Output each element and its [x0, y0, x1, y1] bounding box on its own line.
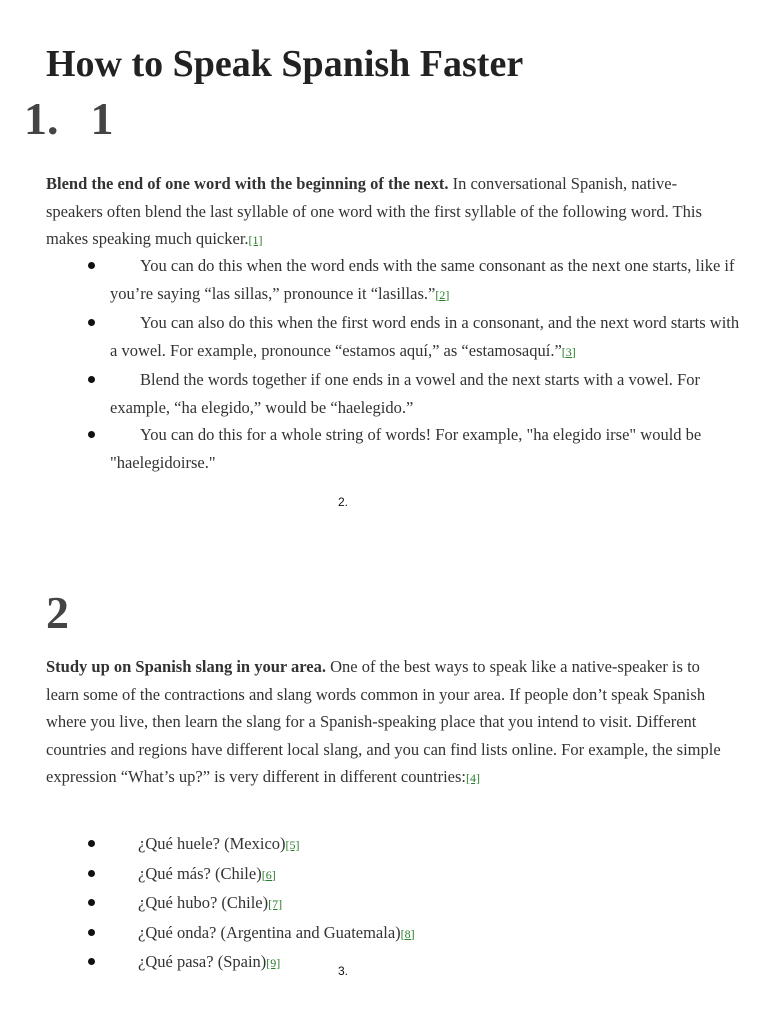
bullet-text: You can do this when the word ends with the same consonant as the next one starts, like if you’re saying “las sillas,” pronounce it “lasillas.”	[110, 256, 735, 303]
list-item	[0, 830, 740, 860]
reference-link[interactable]: [7]	[268, 897, 283, 911]
page-number: 3.	[338, 964, 349, 978]
reference-link[interactable]: [8]	[400, 926, 415, 941]
step-1-body: In conversational Spanish, native-speakers often blend the last syllable of one word with the first syllable of the following word. This makes speaking much quicker.	[46, 174, 702, 248]
bullet-text: ¿Qué más? (Chile)	[138, 863, 262, 883]
list-item	[0, 889, 740, 919]
step-2-body: One of the best ways to speak like a native-speaker is to learn some of the contractions and slang words common in your area. If people don’t speak Spanish where you live, then learn the slang for a Spanish-speaking place that you intend to visit. Different countries and regions have different local slang, and you can find lists online. For example, the simple expression “What’s up?” is very different in different countries:	[46, 657, 721, 786]
bullet-text: ¿Qué hubo? (Chile)	[138, 893, 269, 912]
reference-link[interactable]: [2]	[435, 287, 450, 302]
bullet-text: You can also do this when the first word ends in a consonant, and the next word starts with a vowel. For example, pronounce “estamos aquí,” as “estamosaquí.”	[110, 313, 740, 360]
page-number: 2.	[338, 495, 349, 509]
list-item	[0, 919, 740, 949]
list-marker: 1.	[24, 93, 59, 144]
step-1-bullet-list	[0, 252, 740, 476]
reference-link[interactable]: [9]	[266, 956, 281, 970]
step-2-number: 2	[46, 587, 69, 638]
bullet-text: Blend the words together if one ends in a vowel and the next starts with a vowel. For example, “ha elegido,” would be “haelegido.”	[110, 370, 700, 417]
bullet-text: You can do this for a whole string of words! For example, "ha elegido irse" would be "haelegidoirse."	[110, 425, 702, 472]
step-1-lead: Blend the end of one word with the beginning of the next.	[46, 174, 449, 193]
step-2-lead: Study up on Spanish slang in your area.	[46, 657, 327, 676]
page-title: How to Speak Spanish Faster	[46, 43, 524, 85]
bullet-text: ¿Qué huele? (Mexico)	[138, 834, 286, 853]
step-2-paragraph	[46, 653, 726, 793]
step-1-number	[24, 93, 114, 144]
reference-link[interactable]: [3]	[561, 344, 576, 359]
step-number: 1	[90, 93, 114, 144]
step-1-paragraph	[46, 170, 726, 255]
step-2-bullet-list	[0, 830, 740, 978]
list-item	[0, 366, 740, 421]
reference-link[interactable]: [4]	[466, 771, 481, 785]
bullet-text: ¿Qué pasa? (Spain)	[138, 952, 267, 971]
reference-link[interactable]: [5]	[285, 838, 300, 852]
list-item	[0, 421, 740, 476]
list-item	[0, 252, 740, 309]
list-item	[0, 948, 740, 978]
reference-link[interactable]: [6]	[261, 867, 276, 882]
reference-link[interactable]: [1]	[248, 233, 263, 247]
bullet-text: ¿Qué onda? (Argentina and Guatemala)	[138, 922, 401, 942]
list-item	[0, 860, 740, 890]
list-item	[0, 309, 740, 366]
